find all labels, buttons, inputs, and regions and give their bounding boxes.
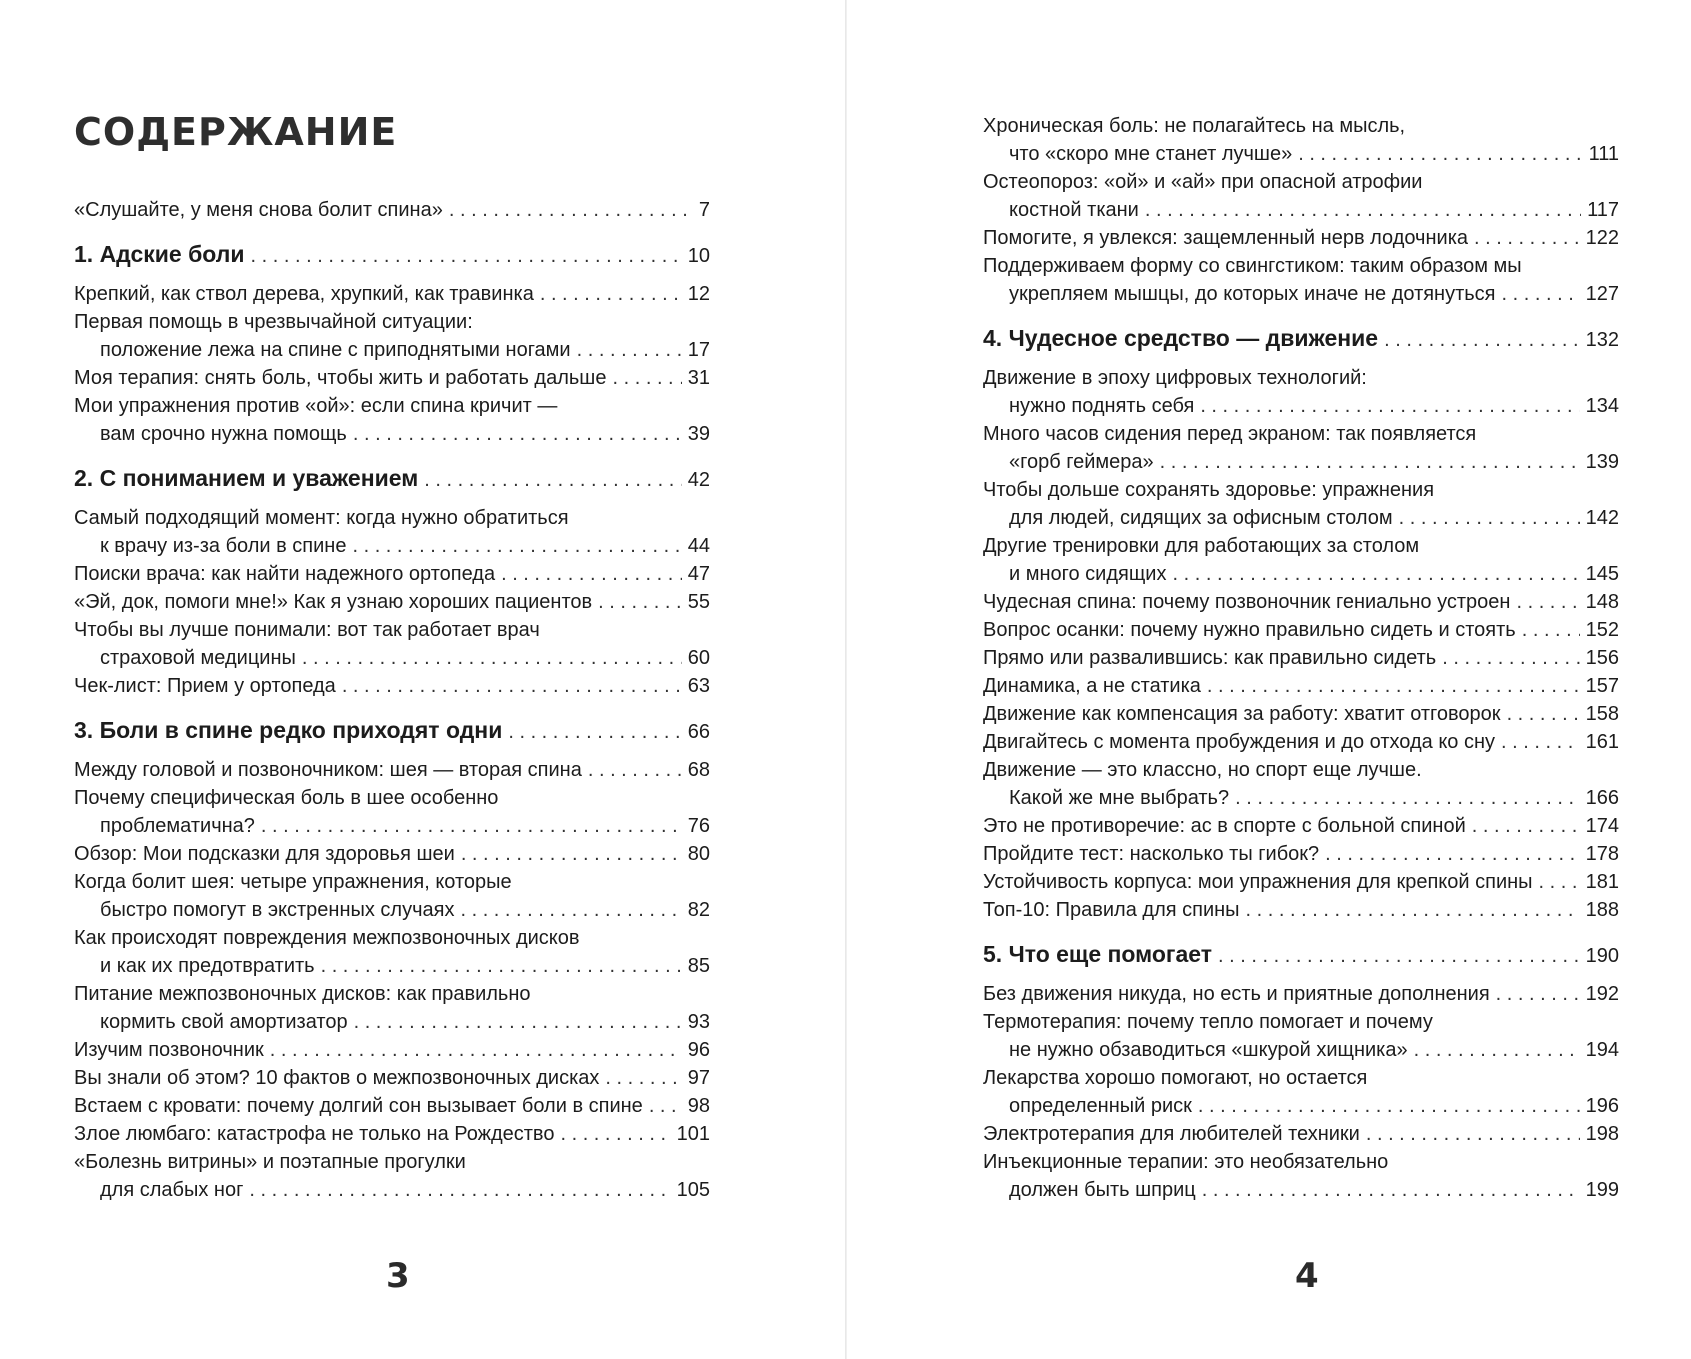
toc-line bbox=[983, 616, 1619, 644]
toc-line bbox=[74, 868, 710, 896]
entry-page-number: 17 bbox=[687, 339, 710, 361]
dot-leader bbox=[1472, 812, 1580, 840]
toc-line bbox=[74, 812, 710, 840]
entry-page-number: 161 bbox=[1585, 731, 1619, 753]
toc-line bbox=[74, 1148, 710, 1176]
entry-title: Злое люмбаго: катастрофа не только на Рождество bbox=[74, 1123, 555, 1145]
toc-entry bbox=[983, 476, 1619, 532]
entry-title: Лекарства хорошо помогают, но остается bbox=[983, 1067, 1368, 1089]
entry-title: вам срочно нужна помощь bbox=[100, 423, 347, 445]
entry-page-number: 66 bbox=[687, 721, 710, 743]
entry-page-number: 105 bbox=[676, 1179, 710, 1201]
entry-page-number: 82 bbox=[687, 899, 710, 921]
toc-entry bbox=[983, 840, 1619, 868]
toc-entry bbox=[74, 392, 710, 448]
dot-leader bbox=[1207, 672, 1580, 700]
entry-page-number: 174 bbox=[1585, 815, 1619, 837]
entry-title: Вы знали об этом? 10 фактов о межпозвоночных дисках bbox=[74, 1067, 600, 1089]
entry-page-number: 93 bbox=[687, 1011, 710, 1033]
toc-line bbox=[74, 1120, 710, 1148]
toc-entry bbox=[983, 420, 1619, 476]
toc-entry bbox=[74, 1148, 710, 1204]
toc-entry bbox=[983, 868, 1619, 896]
entry-title: Чек-лист: Прием у ортопеда bbox=[74, 675, 336, 697]
entry-title: Двигайтесь с момента пробуждения и до отхода ко сну bbox=[983, 731, 1496, 753]
toc-entry bbox=[74, 784, 710, 840]
toc-entry bbox=[983, 112, 1619, 168]
dot-leader bbox=[1474, 224, 1580, 252]
entry-title: Движение в эпоху цифровых технологий: bbox=[983, 367, 1367, 389]
entry-page-number: 60 bbox=[687, 647, 710, 669]
toc-line bbox=[983, 1176, 1619, 1204]
dot-leader bbox=[460, 896, 681, 924]
toc-line bbox=[74, 560, 710, 588]
toc-line bbox=[983, 448, 1619, 476]
entry-page-number: 166 bbox=[1585, 787, 1619, 809]
toc-chapter bbox=[74, 716, 710, 746]
entry-title: проблематична? bbox=[100, 815, 255, 837]
dot-leader bbox=[1298, 140, 1582, 168]
toc-line bbox=[983, 364, 1619, 392]
chapter-title: 5. Что еще помогает bbox=[983, 941, 1213, 967]
entry-page-number: 158 bbox=[1585, 703, 1619, 725]
dot-leader bbox=[508, 718, 681, 746]
entry-page-number: 68 bbox=[687, 759, 710, 781]
entry-title: Инъекционные терапии: это необязательно bbox=[983, 1151, 1389, 1173]
entry-title: быстро помогут в экстренных случаях bbox=[100, 899, 455, 921]
entry-title: Какой же мне выбрать? bbox=[1009, 787, 1230, 809]
toc-line bbox=[983, 896, 1619, 924]
toc-line bbox=[74, 420, 710, 448]
toc-entry bbox=[74, 616, 710, 672]
entry-title: Первая помощь в чрезвычайной ситуации: bbox=[74, 311, 473, 333]
toc-line bbox=[983, 224, 1619, 252]
toc-line bbox=[983, 940, 1619, 970]
entry-title: Между головой и позвоночником: шея — вторая спина bbox=[74, 759, 582, 781]
entry-title: не нужно обзаводиться «шкурой хищника» bbox=[1009, 1039, 1408, 1061]
entry-page-number: 76 bbox=[687, 815, 710, 837]
toc-entry bbox=[983, 672, 1619, 700]
entry-page-number: 10 bbox=[687, 245, 710, 267]
dot-leader bbox=[352, 532, 681, 560]
toc-line bbox=[74, 1092, 710, 1120]
dot-leader bbox=[560, 1120, 670, 1148]
toc-line bbox=[983, 1008, 1619, 1036]
dot-leader bbox=[501, 560, 682, 588]
entry-title: «Слушайте, у меня снова болит спина» bbox=[74, 199, 443, 221]
toc-entry bbox=[983, 1120, 1619, 1148]
chapter-title: 3. Боли в спине редко приходят одни bbox=[74, 717, 503, 743]
entry-title: Остеопороз: «ой» и «ай» при опасной атрофии bbox=[983, 171, 1423, 193]
entry-page-number: 134 bbox=[1585, 395, 1619, 417]
toc-line bbox=[74, 840, 710, 868]
toc-line bbox=[74, 392, 710, 420]
entry-title: Это не противоречие: ас в спорте с больной спиной bbox=[983, 815, 1466, 837]
toc-entry bbox=[983, 1008, 1619, 1064]
entry-page-number: 132 bbox=[1585, 329, 1619, 351]
entry-title: «Болезнь витрины» и поэтапные прогулки bbox=[74, 1151, 466, 1173]
toc-line bbox=[74, 616, 710, 644]
entry-title: костной ткани bbox=[1009, 199, 1139, 221]
entry-title: Изучим позвоночник bbox=[74, 1039, 264, 1061]
entry-page-number: 42 bbox=[687, 469, 710, 491]
entry-title: Мои упражнения против «ой»: если спина кричит — bbox=[74, 395, 558, 417]
toc-entry bbox=[983, 168, 1619, 224]
dot-leader bbox=[270, 1036, 682, 1064]
toc-line bbox=[74, 1176, 710, 1204]
dot-leader bbox=[1218, 942, 1580, 970]
toc-line bbox=[983, 756, 1619, 784]
dot-leader bbox=[1325, 840, 1579, 868]
entry-title: что «скоро мне станет лучше» bbox=[1009, 143, 1293, 165]
entry-title: должен быть шприц bbox=[1009, 1179, 1196, 1201]
entry-title: нужно поднять себя bbox=[1009, 395, 1195, 417]
dot-leader bbox=[1246, 896, 1580, 924]
toc-entry bbox=[983, 812, 1619, 840]
dot-leader bbox=[1384, 326, 1580, 354]
toc-line bbox=[74, 308, 710, 336]
dot-leader bbox=[1502, 280, 1580, 308]
toc-line bbox=[983, 196, 1619, 224]
entry-title: Поддерживаем форму со свингстиком: таким образом мы bbox=[983, 255, 1522, 277]
entry-title: Термотерапия: почему тепло помогает и почему bbox=[983, 1011, 1433, 1033]
entry-title: «Эй, док, помоги мне!» Как я узнаю хороших пациентов bbox=[74, 591, 593, 613]
toc-line bbox=[74, 784, 710, 812]
toc-line bbox=[74, 504, 710, 532]
toc-entry bbox=[74, 840, 710, 868]
entry-page-number: 80 bbox=[687, 843, 710, 865]
entry-page-number: 152 bbox=[1585, 619, 1619, 641]
toc-line bbox=[983, 1064, 1619, 1092]
entry-title: к врачу из-за боли в спине bbox=[100, 535, 347, 557]
dot-leader bbox=[588, 756, 682, 784]
entry-page-number: 127 bbox=[1585, 283, 1619, 305]
toc-line bbox=[983, 532, 1619, 560]
toc-line bbox=[983, 392, 1619, 420]
dot-leader bbox=[449, 196, 693, 224]
entry-page-number: 31 bbox=[687, 367, 710, 389]
dot-leader bbox=[1501, 728, 1580, 756]
toc-chapter bbox=[983, 940, 1619, 970]
dot-leader bbox=[1235, 784, 1580, 812]
toc-line bbox=[983, 140, 1619, 168]
toc-line bbox=[983, 504, 1619, 532]
entry-title: Без движения никуда, но есть и приятные дополнения bbox=[983, 983, 1490, 1005]
dot-leader bbox=[1198, 1092, 1580, 1120]
entry-page-number: 156 bbox=[1585, 647, 1619, 669]
entry-title: Движение — это классно, но спорт еще лучше. bbox=[983, 759, 1422, 781]
entry-title: Помогите, я увлекся: защемленный нерв лодочника bbox=[983, 227, 1469, 249]
entry-page-number: 97 bbox=[687, 1067, 710, 1089]
entry-page-number: 7 bbox=[698, 199, 710, 221]
toc-line bbox=[74, 464, 710, 494]
toc-entry bbox=[983, 1148, 1619, 1204]
entry-title: Прямо или развалившись: как правильно сидеть bbox=[983, 647, 1437, 669]
right-page bbox=[847, 0, 1691, 1359]
entry-title: Поиски врача: как найти надежного ортопеда bbox=[74, 563, 496, 585]
entry-title: Чудесная спина: почему позвоночник гениально устроен bbox=[983, 591, 1511, 613]
dot-leader bbox=[1507, 700, 1580, 728]
toc-line bbox=[74, 364, 710, 392]
dot-leader bbox=[1172, 560, 1579, 588]
dot-leader bbox=[353, 420, 682, 448]
entry-page-number: 145 bbox=[1585, 563, 1619, 585]
dot-leader bbox=[540, 280, 682, 308]
entry-page-number: 85 bbox=[687, 955, 710, 977]
entry-title: определенный риск bbox=[1009, 1095, 1192, 1117]
entry-title: Чтобы вы лучше понимали: вот так работает врач bbox=[74, 619, 540, 641]
entry-page-number: 12 bbox=[687, 283, 710, 305]
toc-entry bbox=[983, 364, 1619, 420]
toc-line bbox=[74, 336, 710, 364]
toc-entry bbox=[74, 924, 710, 980]
page-title: СОДЕРЖАНИЕ bbox=[74, 110, 398, 154]
entry-title: Хроническая боль: не полагайтесь на мысль, bbox=[983, 115, 1406, 137]
toc-line bbox=[983, 112, 1619, 140]
toc-line bbox=[74, 240, 710, 270]
entry-page-number: 44 bbox=[687, 535, 710, 557]
entry-title: «горб геймера» bbox=[1009, 451, 1154, 473]
toc-line bbox=[74, 196, 710, 224]
toc-entry bbox=[74, 1036, 710, 1064]
entry-page-number: 148 bbox=[1585, 591, 1619, 613]
left-page bbox=[0, 0, 845, 1359]
dot-leader bbox=[605, 1064, 681, 1092]
entry-page-number: 63 bbox=[687, 675, 710, 697]
toc-entry bbox=[983, 532, 1619, 588]
entry-page-number: 190 bbox=[1585, 945, 1619, 967]
entry-title: Динамика, а не статика bbox=[983, 675, 1201, 697]
toc-line bbox=[983, 672, 1619, 700]
entry-title: Питание межпозвоночных дисков: как правильно bbox=[74, 983, 531, 1005]
toc-entry bbox=[74, 588, 710, 616]
toc-line bbox=[983, 644, 1619, 672]
entry-page-number: 122 bbox=[1585, 227, 1619, 249]
toc-entry bbox=[983, 588, 1619, 616]
entry-page-number: 178 bbox=[1585, 843, 1619, 865]
entry-page-number: 55 bbox=[687, 591, 710, 613]
dot-leader bbox=[649, 1092, 682, 1120]
dot-leader bbox=[249, 1176, 670, 1204]
entry-page-number: 192 bbox=[1585, 983, 1619, 1005]
entry-page-number: 181 bbox=[1585, 871, 1619, 893]
toc-entry bbox=[74, 756, 710, 784]
toc-entry bbox=[983, 224, 1619, 252]
toc-line bbox=[983, 868, 1619, 896]
entry-title: Другие тренировки для работающих за столом bbox=[983, 535, 1420, 557]
entry-page-number: 47 bbox=[687, 563, 710, 585]
toc-line bbox=[983, 980, 1619, 1008]
entry-page-number: 96 bbox=[687, 1039, 710, 1061]
dot-leader bbox=[251, 242, 682, 270]
entry-title: Устойчивость корпуса: мои упражнения для крепкой спины bbox=[983, 871, 1533, 893]
toc-line bbox=[74, 1036, 710, 1064]
toc-line bbox=[983, 560, 1619, 588]
entry-title: Встаем с кровати: почему долгий сон вызывает боли в спине bbox=[74, 1095, 643, 1117]
toc-list bbox=[983, 112, 1619, 1204]
dot-leader bbox=[261, 812, 682, 840]
entry-title: для людей, сидящих за офисным столом bbox=[1009, 507, 1393, 529]
toc-line bbox=[983, 280, 1619, 308]
dot-leader bbox=[354, 1008, 682, 1036]
dot-leader bbox=[612, 364, 681, 392]
dot-leader bbox=[598, 588, 682, 616]
toc-entry bbox=[74, 364, 710, 392]
dot-leader bbox=[1522, 616, 1580, 644]
entry-title: и много сидящих bbox=[1009, 563, 1167, 585]
entry-page-number: 196 bbox=[1585, 1095, 1619, 1117]
toc-entry bbox=[74, 868, 710, 924]
toc-entry bbox=[74, 308, 710, 364]
toc-line bbox=[983, 1092, 1619, 1120]
dot-leader bbox=[302, 644, 682, 672]
toc-entry bbox=[983, 1064, 1619, 1120]
entry-page-number: 188 bbox=[1585, 899, 1619, 921]
toc-line bbox=[983, 1120, 1619, 1148]
toc-line bbox=[983, 168, 1619, 196]
toc-entry bbox=[74, 504, 710, 560]
entry-page-number: 198 bbox=[1585, 1123, 1619, 1145]
toc-line bbox=[74, 532, 710, 560]
page-number: 3 bbox=[386, 1256, 410, 1296]
chapter-title: 1. Адские боли bbox=[74, 241, 245, 267]
toc-line bbox=[74, 952, 710, 980]
toc-line bbox=[983, 728, 1619, 756]
dot-leader bbox=[461, 840, 682, 868]
entry-page-number: 39 bbox=[687, 423, 710, 445]
dot-leader bbox=[1399, 504, 1580, 532]
entry-title: Почему специфическая боль в шее особенно bbox=[74, 787, 499, 809]
dot-leader bbox=[1145, 196, 1581, 224]
toc-line bbox=[74, 980, 710, 1008]
toc-entry bbox=[983, 616, 1619, 644]
dot-leader bbox=[1414, 1036, 1580, 1064]
entry-title: Самый подходящий момент: когда нужно обратиться bbox=[74, 507, 569, 529]
entry-title: Моя терапия: снять боль, чтобы жить и работать дальше bbox=[74, 367, 607, 389]
toc-line bbox=[983, 420, 1619, 448]
toc-line bbox=[74, 756, 710, 784]
chapter-title: 2. С пониманием и уважением bbox=[74, 465, 419, 491]
toc-line bbox=[983, 324, 1619, 354]
toc-line bbox=[983, 700, 1619, 728]
toc-line bbox=[74, 644, 710, 672]
chapter-title: 4. Чудесное средство — движение bbox=[983, 325, 1379, 351]
toc-entry bbox=[983, 644, 1619, 672]
entry-title: Чтобы дольше сохранять здоровье: упражнения bbox=[983, 479, 1435, 501]
dot-leader bbox=[1516, 588, 1579, 616]
toc-entry bbox=[74, 672, 710, 700]
toc-line bbox=[983, 840, 1619, 868]
entry-page-number: 117 bbox=[1587, 199, 1619, 221]
dot-leader bbox=[321, 952, 682, 980]
toc-line bbox=[983, 1036, 1619, 1064]
entry-title: Крепкий, как ствол дерева, хрупкий, как травинка bbox=[74, 283, 534, 305]
entry-title: укрепляем мышцы, до которых иначе не дотянуться bbox=[1009, 283, 1496, 305]
dot-leader bbox=[1496, 980, 1580, 1008]
entry-page-number: 139 bbox=[1585, 451, 1619, 473]
toc-line bbox=[74, 924, 710, 952]
entry-title: Топ-10: Правила для спины bbox=[983, 899, 1240, 921]
toc-entry bbox=[983, 728, 1619, 756]
dot-leader bbox=[1539, 868, 1580, 896]
dot-leader bbox=[424, 466, 682, 494]
dot-leader bbox=[1200, 392, 1579, 420]
toc-line bbox=[74, 896, 710, 924]
dot-leader bbox=[577, 336, 682, 364]
toc-entry bbox=[983, 756, 1619, 812]
toc-entry bbox=[74, 196, 710, 224]
toc-entry bbox=[74, 1120, 710, 1148]
toc-entry bbox=[74, 980, 710, 1036]
entry-page-number: 111 bbox=[1588, 143, 1619, 165]
entry-page-number: 194 bbox=[1585, 1039, 1619, 1061]
entry-page-number: 98 bbox=[687, 1095, 710, 1117]
entry-page-number: 142 bbox=[1585, 507, 1619, 529]
entry-title: кормить свой амортизатор bbox=[100, 1011, 348, 1033]
toc-line bbox=[74, 716, 710, 746]
toc-chapter bbox=[74, 464, 710, 494]
entry-title: Когда болит шея: четыре упражнения, которые bbox=[74, 871, 512, 893]
dot-leader bbox=[1442, 644, 1579, 672]
entry-title: и как их предотвратить bbox=[100, 955, 315, 977]
toc-line bbox=[74, 1064, 710, 1092]
dot-leader bbox=[342, 672, 682, 700]
entry-title: положение лежа на спине с приподнятыми ногами bbox=[100, 339, 571, 361]
dot-leader bbox=[1366, 1120, 1580, 1148]
toc-list bbox=[74, 196, 710, 1204]
entry-title: Как происходят повреждения межпозвоночных дисков bbox=[74, 927, 580, 949]
toc-line bbox=[983, 476, 1619, 504]
entry-page-number: 157 bbox=[1585, 675, 1619, 697]
toc-line bbox=[983, 252, 1619, 280]
toc-line bbox=[74, 280, 710, 308]
toc-line bbox=[983, 1148, 1619, 1176]
entry-page-number: 101 bbox=[676, 1123, 710, 1145]
toc-line bbox=[983, 812, 1619, 840]
toc-line bbox=[983, 588, 1619, 616]
entry-title: Обзор: Мои подсказки для здоровья шеи bbox=[74, 843, 455, 865]
toc-entry bbox=[74, 1092, 710, 1120]
entry-title: Движение как компенсация за работу: хватит отговорок bbox=[983, 703, 1501, 725]
toc-chapter bbox=[983, 324, 1619, 354]
toc-entry bbox=[983, 252, 1619, 308]
entry-title: Вопрос осанки: почему нужно правильно сидеть и стоять bbox=[983, 619, 1516, 641]
entry-title: страховой медицины bbox=[100, 647, 296, 669]
toc-chapter bbox=[74, 240, 710, 270]
dot-leader bbox=[1160, 448, 1580, 476]
toc-entry bbox=[983, 980, 1619, 1008]
toc-entry bbox=[983, 896, 1619, 924]
toc-entry bbox=[74, 1064, 710, 1092]
toc-entry bbox=[74, 280, 710, 308]
toc-line bbox=[74, 588, 710, 616]
entry-title: Много часов сидения перед экраном: так появляется bbox=[983, 423, 1477, 445]
entry-title: Электротерапия для любителей техники bbox=[983, 1123, 1360, 1145]
entry-page-number: 199 bbox=[1585, 1179, 1619, 1201]
entry-title: для слабых ног bbox=[100, 1179, 244, 1201]
toc-line bbox=[74, 1008, 710, 1036]
toc-line bbox=[983, 784, 1619, 812]
dot-leader bbox=[1202, 1176, 1580, 1204]
entry-title: Пройдите тест: насколько ты гибок? bbox=[983, 843, 1320, 865]
toc-line bbox=[74, 672, 710, 700]
toc-entry bbox=[74, 560, 710, 588]
page-number: 4 bbox=[1295, 1256, 1319, 1296]
toc-entry bbox=[983, 700, 1619, 728]
